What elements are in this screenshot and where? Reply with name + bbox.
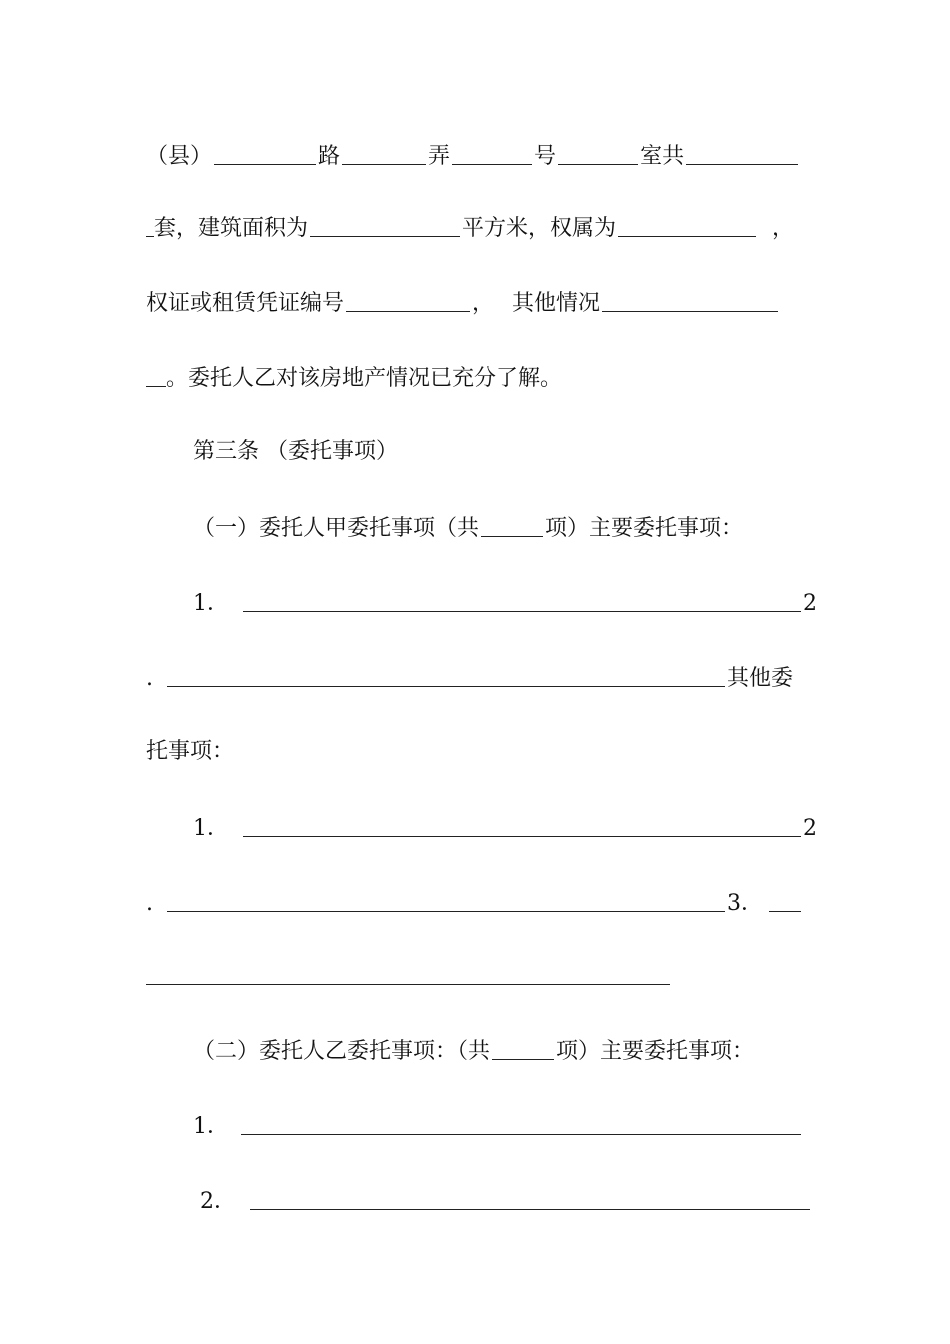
number-label: 号 [534, 144, 557, 169]
party-b-main-items-label: 项）主要委托事项： [556, 1039, 755, 1064]
county-label: （县） [146, 144, 213, 169]
blank-other-info-end[interactable] [146, 362, 166, 387]
item-dot: . [146, 666, 153, 691]
item-number: 2 [803, 816, 817, 841]
article-three-heading [193, 435, 398, 469]
other-items-label-end: 托事项： [146, 739, 235, 764]
blank-number[interactable] [558, 140, 638, 165]
party-a-item-2 [146, 660, 793, 694]
item-number: 1． [193, 816, 229, 841]
certificate-label: 权证或租赁凭证编号 [146, 291, 345, 316]
party-a-main-items-label: 项）主要委托事项： [545, 516, 744, 541]
party-b-item-2 [200, 1183, 812, 1217]
understanding-line [146, 360, 562, 394]
item-dot: . [146, 891, 153, 916]
blank-other-item-2[interactable] [167, 887, 725, 912]
blank-area[interactable] [310, 212, 460, 237]
blank-set-count-end[interactable] [146, 212, 154, 237]
lane-label: 弄 [428, 144, 451, 169]
ownership-label: 平方米，权属为 [462, 216, 617, 241]
item-number: 2 [803, 591, 817, 616]
item-number: 1． [193, 1114, 229, 1139]
blank-other-item-3-start[interactable] [769, 887, 801, 912]
room-label: 室共 [640, 144, 685, 169]
blank-party-b-item-1[interactable] [241, 1110, 801, 1135]
other-item-3-continued [146, 958, 670, 992]
blank-room-count[interactable] [686, 140, 798, 165]
certificate-line [146, 285, 780, 319]
blank-other-item-1[interactable] [243, 812, 801, 837]
blank-party-a-item-1[interactable] [243, 587, 801, 612]
blank-party-a-count[interactable] [481, 512, 543, 537]
blank-ownership[interactable] [618, 212, 756, 237]
comma: ， [772, 216, 795, 241]
blank-lane[interactable] [452, 140, 532, 165]
item-number: 2． [200, 1189, 236, 1214]
other-items-continued [146, 735, 234, 769]
area-label: 套，建筑面积为 [154, 216, 309, 241]
party-b-items-line [193, 1033, 754, 1067]
party-a-item-1 [193, 585, 817, 619]
blank-other-info[interactable] [602, 287, 778, 312]
party-a-items-line [193, 510, 743, 544]
item-number: 3． [727, 891, 763, 916]
party-b-item-1 [193, 1108, 803, 1142]
article-three-title: 第三条 （委托事项） [193, 439, 398, 464]
other-item-1 [193, 810, 817, 844]
address-line [146, 138, 800, 172]
other-info-label: 其他情况 [512, 291, 601, 316]
area-line [146, 210, 794, 244]
other-items-label: 其他委 [727, 666, 794, 691]
blank-road[interactable] [342, 140, 426, 165]
other-item-2 [146, 885, 803, 919]
blank-party-b-count[interactable] [492, 1035, 554, 1060]
item-number: 1． [193, 591, 229, 616]
blank-party-a-item-2[interactable] [167, 662, 725, 687]
blank-party-b-item-2[interactable] [250, 1185, 810, 1210]
party-b-items-label: （二）委托人乙委托事项：（共 [193, 1039, 491, 1064]
comma: ， [472, 291, 495, 316]
party-a-items-label: （一）委托人甲委托事项（共 [193, 516, 480, 541]
blank-other-item-3[interactable] [146, 960, 670, 985]
blank-certificate-number[interactable] [346, 287, 470, 312]
road-label: 路 [318, 144, 341, 169]
blank-district[interactable] [214, 140, 316, 165]
understanding-text: 。委托人乙对该房地产情况已充分了解。 [166, 366, 563, 391]
